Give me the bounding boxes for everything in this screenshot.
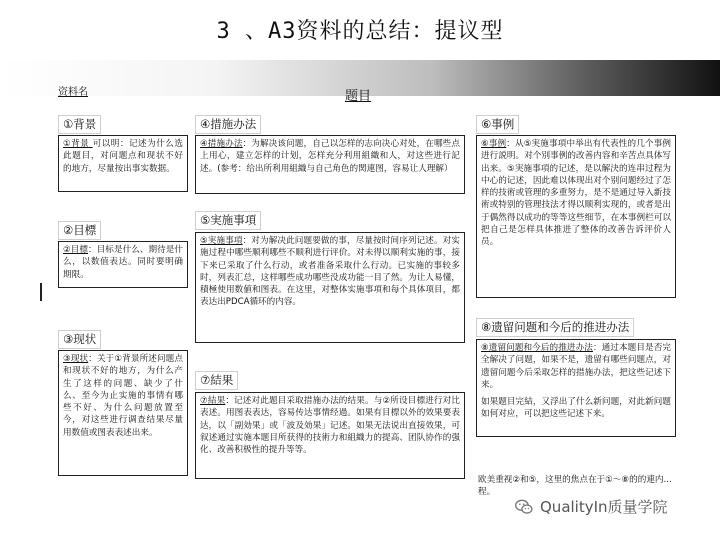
status-lead: ③现状: [63, 354, 89, 364]
remaining-heading: ⑧遗留问题和今后的推进办法: [476, 318, 634, 337]
implementation-heading: ⑤実施事項: [195, 211, 261, 230]
document-name-label: 资料名: [58, 87, 88, 98]
results-lead: ⑦結果: [200, 396, 226, 406]
status-box: [58, 350, 188, 476]
background-lead: ①背景: [63, 139, 93, 149]
background-box: [58, 135, 188, 192]
goal-heading: ②目標: [58, 221, 101, 240]
status-heading: ③现状: [58, 330, 101, 349]
implementation-text: ：对为解决此问题要做的事，尽量按时间序列记述。对实施过程中哪些顺利哪些不顺利进行评价。对未得以顺利实施的事，接下来已采取了什么行动，或者准备采取什么行动。已实施的事较多时，列表汇总，这样哪些成功哪些没成功能一目了然。为让人易懂，積極使用数値和图表。在这里，对整体实施事項和每个具体项目，都表达出PDCA循环的内容。: [200, 236, 460, 308]
goal-text: ：目标是什么、期待是什么，以数值表达。同时要明确期限。: [63, 245, 183, 280]
watermark-text: QualityIn质量学院: [540, 498, 668, 516]
results-text: ：记述对此题目采取措施办法的结果。与②所设目標进行对比表述。用图表表达，容易传达事情经過。如果有目標以外的效果要表达，以「副効果」或「波及効果」记述。如果无法说出直接效果，可叙述通过实施本题目所获得的技術力和組織力的提高、团队协作的强化、改善积极性的提升等等。: [200, 396, 460, 456]
example-text: ：从⑤実施事項中举出有代表性的几个事例进行説明。对个別事例的改善内容和辛苦点具体写出来。⑤実施事項的记述，是以解決的连串过程为中心的记述，因此难以体现出对个别问题经过了怎样的技術或管理的多重努力，是不是通过导入新技術或特别的管理技法才得以顺利实现的，或者是出于偶然得以成功的等等这些细节，在本事例栏可以把自己是怎样具体推进了整体的改善告诉评价人员。: [481, 139, 671, 248]
remaining-lead: ⑧遗留问题和今后的推进办法: [481, 343, 593, 353]
remaining-text-2: 如果题目完結，又浮出了什么新问题，对此新问题如何对应，可以把这些记述下来。: [481, 397, 671, 420]
measures-heading: ④措施办法: [195, 115, 261, 134]
footnote: 欧美重视②和⑤，这里的焦点在于①～⑧的的連内...程。: [478, 475, 672, 497]
measures-lead: ④措施办法: [200, 139, 243, 149]
goal-lead: ②目標: [63, 245, 89, 255]
example-heading: ⑥事例: [476, 115, 519, 134]
text-cursor: [40, 283, 42, 301]
results-box: [195, 392, 465, 479]
background-heading: ①背景: [58, 115, 101, 134]
remaining-text: ：通过本题目是否完全解决了问题，如果不是，遗留有哪些问题点，对遗留问题今后采取怎样的措施办法，把这些记述下来。: [481, 343, 671, 390]
wechat-icon: [514, 497, 534, 517]
example-lead: ⑥事例: [481, 139, 507, 149]
remaining-box: [476, 339, 676, 437]
topic-label: 题目: [345, 89, 372, 104]
results-heading: ⑦結果: [195, 371, 238, 390]
goal-box: [58, 241, 188, 288]
measures-text: ：为解决该问题，自己以怎样的志向决心对处，在哪些点上用心，建立怎样的计划，怎样充分利用組織和人，对这些进行記述。(参考：给出所利用組織与自己角色的関連图，容易让人理解）: [200, 139, 460, 174]
status-text: ：关于①背景所述问题点和现状不好的地方，为什么产生了这样的问题、缺少了什么、至今为止实施的事情有哪些不好、为什么问题放置至今，对这些进行调查结果尽量用数值或图表表述出来。: [63, 354, 183, 438]
watermark: [514, 496, 668, 517]
example-box: [476, 135, 676, 298]
page-title: 3 、A3资料的总结：提议型: [216, 19, 504, 44]
implementation-lead: ⑤実施事項: [200, 236, 243, 246]
measures-box: [195, 135, 465, 194]
background-text: 可以明：记述为什么选此题目，对问题点和现状不好的地方，尽量按出事实数据。: [63, 139, 183, 174]
implementation-box: [195, 232, 465, 343]
